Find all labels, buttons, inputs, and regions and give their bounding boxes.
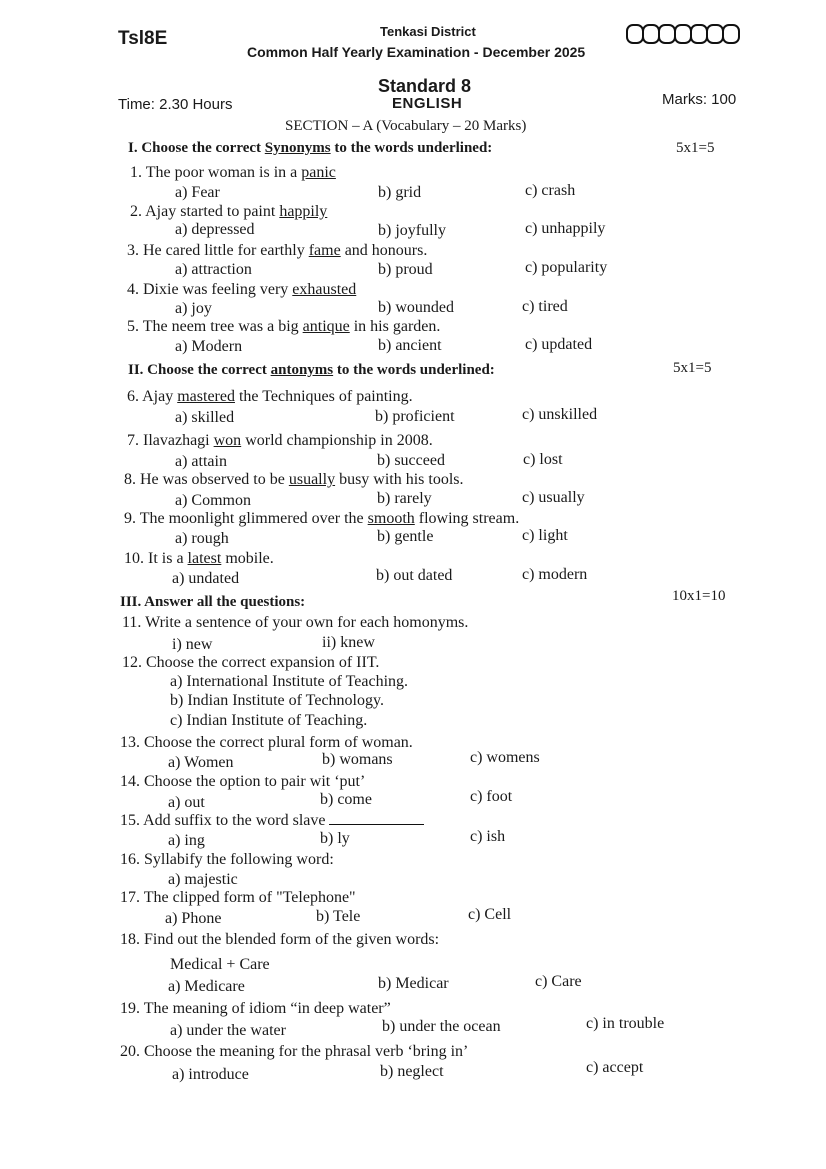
option-a: a) majestic [168, 871, 238, 888]
part-1-title: I. Choose the correct Synonyms to the words underlined: [128, 140, 493, 156]
part-2-marks: 5x1=5 [673, 360, 712, 376]
option-b: b) rarely [377, 490, 432, 507]
question-3: 3. He cared little for earthly fame and honours. [127, 242, 428, 259]
question-7: 7. Ilavazhagi won world championship in 2008. [127, 432, 433, 449]
question-11: 11. Write a sentence of your own for each homonyms. [122, 614, 469, 631]
option-ii: ii) knew [322, 634, 375, 651]
option-a: a) depressed [175, 221, 255, 238]
option-c: c) Indian Institute of Teaching. [170, 712, 368, 729]
part-3-marks: 10x1=10 [672, 588, 726, 604]
option-b: b) succeed [377, 452, 445, 469]
option-b: b) neglect [380, 1063, 444, 1080]
option-b: b) Tele [316, 908, 361, 925]
standard-label: Standard 8 [378, 76, 472, 96]
section-title: SECTION – A (Vocabulary – 20 Marks) [285, 118, 527, 134]
option-b: b) proud [378, 261, 433, 278]
option-c: c) unskilled [522, 406, 598, 423]
option-a: a) Modern [175, 338, 243, 355]
option-a: a) attain [175, 453, 227, 470]
option-b: b) under the ocean [382, 1018, 501, 1035]
option-a: a) out [168, 794, 205, 811]
question-16: 16. Syllabify the following word: [120, 851, 334, 868]
option-c: c) womens [470, 749, 540, 766]
option-b: b) womans [322, 751, 393, 768]
question-12: 12. Choose the correct expansion of IIT. [122, 654, 380, 671]
option-a: a) Common [175, 492, 251, 509]
option-b: b) wounded [378, 299, 454, 316]
register-number-boxes [628, 24, 740, 44]
option-c: c) tired [522, 298, 568, 315]
option-i: i) new [172, 636, 213, 653]
option-a: a) rough [175, 530, 229, 547]
paper-code: Tsl8E [118, 28, 168, 49]
register-box [722, 24, 740, 44]
exam-title: Common Half Yearly Examination - December 2025 [247, 44, 586, 60]
option-c: c) in trouble [586, 1015, 665, 1032]
option-b: b) out dated [376, 567, 453, 584]
option-b: b) ly [320, 830, 350, 847]
answer-blank [329, 814, 424, 825]
option-b: b) Medicar [378, 975, 449, 992]
option-a: a) under the water [170, 1022, 286, 1039]
question-9: 9. The moonlight glimmered over the smooth flowing stream. [124, 510, 520, 527]
option-a: a) Medicare [168, 978, 245, 995]
time-label: Time: 2.30 Hours [118, 96, 233, 113]
option-a: a) introduce [172, 1066, 249, 1083]
question-6: 6. Ajay mastered the Techniques of painting. [127, 388, 413, 405]
question-19: 19. The meaning of idiom “in deep water” [120, 1000, 391, 1017]
question-15: 15. Add suffix to the word slave [120, 812, 424, 830]
option-c: c) foot [470, 788, 513, 805]
option-b: b) proficient [375, 408, 455, 425]
option-c: c) popularity [525, 259, 608, 276]
question-4: 4. Dixie was feeling very exhausted [127, 281, 357, 298]
option-b: b) ancient [378, 337, 442, 354]
option-c: c) unhappily [525, 220, 606, 237]
option-c: c) Cell [468, 906, 512, 923]
option-a: a) attraction [175, 261, 252, 278]
question-20: 20. Choose the meaning for the phrasal verb ‘bring in’ [120, 1043, 469, 1060]
question-10: 10. It is a latest mobile. [124, 550, 274, 567]
option-b: b) Indian Institute of Technology. [170, 692, 384, 709]
question-2: 2. Ajay started to paint happily [130, 203, 328, 220]
option-a: a) ing [168, 832, 205, 849]
question-17: 17. The clipped form of "Telephone" [120, 889, 356, 906]
district-name: Tenkasi District [380, 24, 476, 39]
option-c: c) accept [586, 1059, 644, 1076]
part-1-marks: 5x1=5 [676, 140, 715, 156]
option-c: c) Care [535, 973, 582, 990]
given-words: Medical + Care [170, 956, 270, 973]
option-c: c) lost [523, 451, 563, 468]
option-c: c) usually [522, 489, 585, 506]
option-a: a) Phone [165, 910, 222, 927]
option-c: c) updated [525, 336, 593, 353]
option-b: b) come [320, 791, 372, 808]
question-18: 18. Find out the blended form of the given words: [120, 931, 440, 948]
option-a: a) skilled [175, 409, 235, 426]
option-c: c) light [522, 527, 568, 544]
option-c: c) ish [470, 828, 506, 845]
option-a: a) International Institute of Teaching. [170, 673, 409, 690]
option-a: a) Women [168, 754, 234, 771]
option-a: a) undated [172, 570, 240, 587]
part-3-title: III. Answer all the questions: [120, 594, 306, 610]
subject-label: ENGLISH [392, 95, 463, 112]
question-14: 14. Choose the option to pair wit ‘put’ [120, 773, 366, 790]
option-c: c) modern [522, 566, 588, 583]
option-b: b) grid [378, 184, 422, 201]
part-2-title: II. Choose the correct antonyms to the words underlined: [128, 362, 495, 378]
question-1: 1. The poor woman is in a panic [130, 164, 336, 181]
question-8: 8. He was observed to be usually busy with his tools. [124, 471, 464, 488]
option-a: a) Fear [175, 184, 220, 201]
option-c: c) crash [525, 182, 576, 199]
question-13: 13. Choose the correct plural form of woman. [120, 734, 413, 751]
option-b: b) gentle [377, 528, 434, 545]
option-a: a) joy [175, 300, 212, 317]
marks-label: Marks: 100 [662, 91, 737, 108]
question-5: 5. The neem tree was a big antique in his garden. [127, 318, 441, 335]
option-b: b) joyfully [378, 222, 446, 239]
